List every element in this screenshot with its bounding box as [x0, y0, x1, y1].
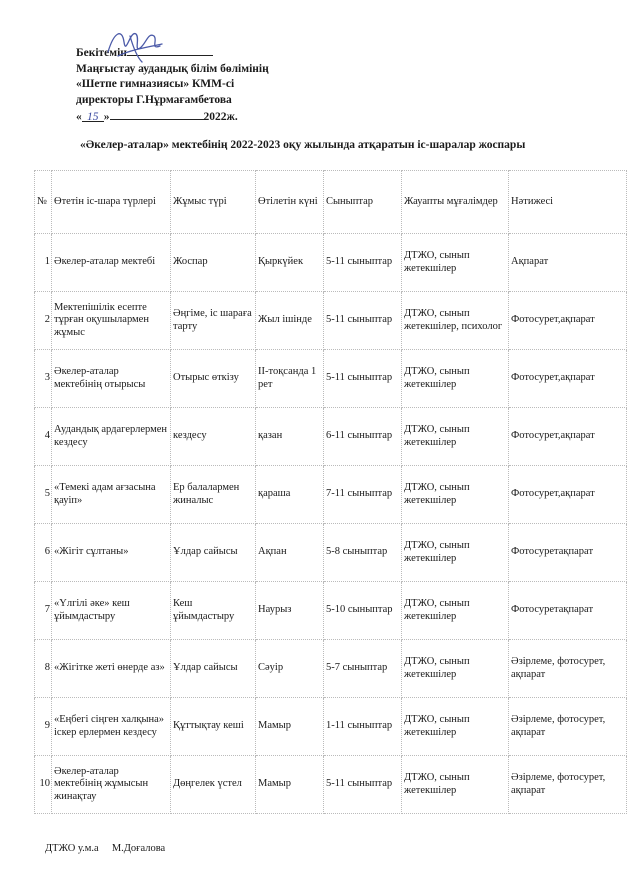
table-cell: Ұлдар сайысы — [171, 640, 256, 698]
table-cell: 5-11 сыныптар — [324, 756, 402, 814]
column-header: Өтетін іс-шара түрлері — [52, 171, 171, 234]
table-cell: 5-8 сыныптар — [324, 524, 402, 582]
table-cell: Ақпарат — [509, 234, 627, 292]
table-cell: ДТЖО, сынып жетекшілер — [402, 524, 509, 582]
table-cell: Әңгіме, іс шараға тарту — [171, 292, 256, 350]
table-cell: Фотосуретақпарат — [509, 582, 627, 640]
table-cell: «Жігітке жеті өнерде аз» — [52, 640, 171, 698]
table-cell: Мамыр — [256, 698, 324, 756]
table-row — [35, 292, 627, 350]
table-cell: Фотосурет,ақпарат — [509, 292, 627, 350]
approval-day: 15 — [82, 110, 104, 122]
approval-line-1: Бекітемін — [76, 44, 269, 62]
table-row — [35, 408, 627, 466]
table-cell: ДТЖО, сынып жетекшілер — [402, 466, 509, 524]
table-cell: ДТЖО, сынып жетекшілер — [402, 698, 509, 756]
table-cell: ДТЖО, сынып жетекшілер, психолог — [402, 292, 509, 350]
table-cell: Аудандық ардагерлермен кездесу — [52, 408, 171, 466]
table-cell: кездесу — [171, 408, 256, 466]
column-header: Нәтижесі — [509, 171, 627, 234]
table-cell: Әкелер-аталар мектебінің отырысы — [52, 350, 171, 408]
table-cell: Әзірлеме, фотосурет, ақпарат — [509, 756, 627, 814]
footer-role: ДТЖО у.м.а — [45, 843, 99, 854]
page-title: «Әкелер-аталар» мектебінің 2022-2023 оқу жылында атқаратын іс-шаралар жоспары — [80, 139, 526, 151]
table-cell: Жыл ішінде — [256, 292, 324, 350]
table-cell: ДТЖО, сынып жетекшілер — [402, 234, 509, 292]
table-cell: «Үлгілі әке» кеш ұйымдастыру — [52, 582, 171, 640]
table-cell: Наурыз — [256, 582, 324, 640]
table-cell: Ұлдар сайысы — [171, 524, 256, 582]
row-number: 5 — [35, 466, 52, 524]
table-cell: 5-10 сыныптар — [324, 582, 402, 640]
table-row — [35, 640, 627, 698]
table-cell: 5-11 сыныптар — [324, 350, 402, 408]
table-cell: Ақпан — [256, 524, 324, 582]
table-cell: 6-11 сыныптар — [324, 408, 402, 466]
table-cell: Әзірлеме, фотосурет, ақпарат — [509, 640, 627, 698]
row-number: 2 — [35, 292, 52, 350]
row-number: 10 — [35, 756, 52, 814]
table-cell: Құттықтау кеші — [171, 698, 256, 756]
events-table — [34, 170, 627, 814]
table-cell: 5-7 сыныптар — [324, 640, 402, 698]
table-cell: қараша — [256, 466, 324, 524]
table-cell: Мектепішілік есепте тұрған оқушылармен жұмыс — [52, 292, 171, 350]
table-cell: ДТЖО, сынып жетекшілер — [402, 756, 509, 814]
table-header-row — [35, 171, 627, 234]
table-row — [35, 582, 627, 640]
column-header: Өтілетін күні — [256, 171, 324, 234]
table-cell: «Темекі адам ағзасына қауіп» — [52, 466, 171, 524]
column-header: Жұмыс түрі — [171, 171, 256, 234]
table-cell: Фотосуретақпарат — [509, 524, 627, 582]
approval-line-2: Маңғыстау аудандық білім бөлімінің — [76, 62, 269, 75]
row-number: 7 — [35, 582, 52, 640]
table-row — [35, 234, 627, 292]
table-cell: Сәуір — [256, 640, 324, 698]
table-row — [35, 524, 627, 582]
approval-year: 2022ж. — [203, 111, 238, 123]
approval-date: « 15 » 2022ж. — [76, 108, 269, 126]
table-cell: ДТЖО, сынып жетекшілер — [402, 408, 509, 466]
footer-name: М.Доғалова — [111, 843, 166, 854]
footer-signature — [45, 843, 165, 854]
table-cell: 5-11 сыныптар — [324, 234, 402, 292]
table-cell: Дөңгелек үстел — [171, 756, 256, 814]
table-cell: ДТЖО, сынып жетекшілер — [402, 350, 509, 408]
table-row — [35, 756, 627, 814]
table-cell: «Жігіт сұлтаны» — [52, 524, 171, 582]
table-cell: Жоспар — [171, 234, 256, 292]
column-header: Жауапты мұғалімдер — [402, 171, 509, 234]
table-cell: ДТЖО, сынып жетекшілер — [402, 640, 509, 698]
table-cell: қазан — [256, 408, 324, 466]
row-number: 9 — [35, 698, 52, 756]
table-cell: 1-11 сыныптар — [324, 698, 402, 756]
table-cell: Әкелер-аталар мектебінің жұмысын жинақтау — [52, 756, 171, 814]
table-cell: ДТЖО, сынып жетекшілер — [402, 582, 509, 640]
table-cell: II-тоқсанда 1 рет — [256, 350, 324, 408]
table-cell: Фотосурет,ақпарат — [509, 350, 627, 408]
table-cell: Ер балалармен жиналыс — [171, 466, 256, 524]
row-number: 8 — [35, 640, 52, 698]
table-cell: Фотосурет,ақпарат — [509, 408, 627, 466]
table-cell: «Еңбегі сіңген халқына» іскер ерлермен кездесу — [52, 698, 171, 756]
table-cell: Әкелер-аталар мектебі — [52, 234, 171, 292]
row-number: 6 — [35, 524, 52, 582]
table-cell: Қыркүйек — [256, 234, 324, 292]
table-cell: 7-11 сыныптар — [324, 466, 402, 524]
table-cell: Фотосурет,ақпарат — [509, 466, 627, 524]
table-row — [35, 350, 627, 408]
table-cell: Отырыс өткізу — [171, 350, 256, 408]
approval-line-3: «Шетпе гимназиясы» КММ-сі — [76, 78, 235, 90]
table-row — [35, 466, 627, 524]
row-number: 1 — [35, 234, 52, 292]
table-cell: Әзірлеме, фотосурет, ақпарат — [509, 698, 627, 756]
row-number: 4 — [35, 408, 52, 466]
table-cell: 5-11 сыныптар — [324, 292, 402, 350]
table-cell: Мамыр — [256, 756, 324, 814]
table-body — [35, 234, 627, 814]
signature-image — [100, 22, 170, 68]
row-number: 3 — [35, 350, 52, 408]
column-header: № — [35, 171, 52, 234]
table-cell: Кеш ұйымдастыру — [171, 582, 256, 640]
table-row — [35, 698, 627, 756]
column-header: Сыныптар — [324, 171, 402, 234]
approval-line-4: директоры Г.Нұрмағамбетова — [76, 93, 232, 106]
